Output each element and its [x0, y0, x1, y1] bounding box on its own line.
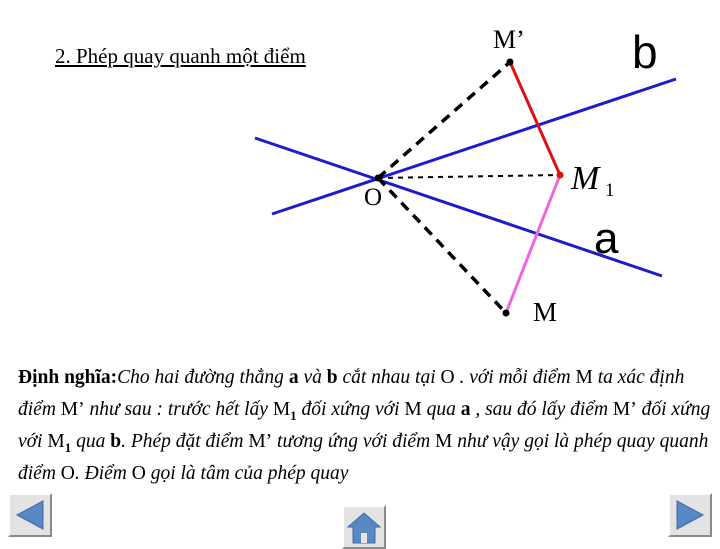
next-button[interactable] — [668, 493, 712, 537]
def-part: tương ứng với điểm — [272, 431, 436, 452]
point-m — [503, 310, 510, 317]
def-part: M’ — [612, 399, 637, 420]
def-part: như vậy gọi là phép quay quanh điểm — [18, 431, 709, 484]
slide-title: 2. Phép quay quanh một điểm — [55, 44, 306, 68]
home-icon — [344, 507, 384, 547]
label-a: a — [594, 214, 619, 263]
def-part: . Phép đặt điểm — [121, 431, 249, 452]
def-part: a — [460, 399, 471, 420]
label-m: M — [533, 297, 558, 327]
dashed-o-m1 — [378, 175, 560, 178]
label-o: O — [364, 184, 383, 211]
def-part: đối xứng với — [296, 399, 405, 420]
def-part: , sau đó lấy điểm — [470, 399, 613, 420]
def-part: M — [404, 399, 422, 420]
def-part: . Điểm — [74, 463, 132, 484]
def-part: qua — [71, 431, 111, 452]
label-m-prime: M’ — [493, 25, 525, 54]
def-part: M — [272, 399, 291, 420]
segment-m1-mprime — [510, 62, 560, 175]
def-part: cắt nhau tại — [337, 367, 441, 388]
previous-button[interactable] — [8, 493, 52, 537]
def-part: b — [110, 431, 122, 452]
def-part: 1 — [64, 439, 72, 455]
def-part: qua — [421, 399, 461, 420]
def-part: M — [47, 431, 65, 452]
point-o — [375, 175, 382, 182]
def-part: và — [298, 367, 327, 388]
segment-m-m1 — [506, 175, 560, 313]
def-part: . với mỗi điểm — [454, 367, 576, 388]
point-m1 — [557, 172, 564, 179]
point-mprime — [507, 59, 514, 66]
def-part: gọi là tâm của phép quay — [145, 463, 349, 484]
dashed-o-mprime — [378, 62, 510, 178]
def-part: M’ — [60, 399, 85, 420]
triangle-left-icon — [10, 495, 50, 535]
def-part: M’ — [248, 431, 273, 452]
def-part: O — [131, 463, 146, 484]
line-b — [272, 79, 676, 214]
def-part: b — [326, 367, 338, 388]
def-part: 1 — [290, 407, 297, 423]
label-m1-letter: M — [571, 160, 600, 197]
def-part: Cho hai đường thẳng — [117, 367, 289, 388]
def-part: O — [60, 463, 75, 484]
label-b: b — [632, 26, 658, 78]
home-button[interactable] — [342, 505, 386, 549]
def-part: M — [575, 367, 593, 388]
definition-text — [18, 362, 718, 490]
def-part: ta xác định điểm — [18, 367, 685, 420]
def-part: O — [440, 367, 455, 388]
def-part: như sau : trước hết lấy — [84, 399, 273, 420]
label-m1-sub: 1 — [605, 180, 615, 201]
def-part: a — [288, 367, 299, 388]
dashed-o-m — [378, 178, 506, 313]
def-part: đối xứng với — [18, 399, 711, 452]
def-part: M — [435, 431, 453, 452]
definition-term: Định nghĩa: — [18, 367, 118, 388]
triangle-right-icon — [670, 495, 710, 535]
